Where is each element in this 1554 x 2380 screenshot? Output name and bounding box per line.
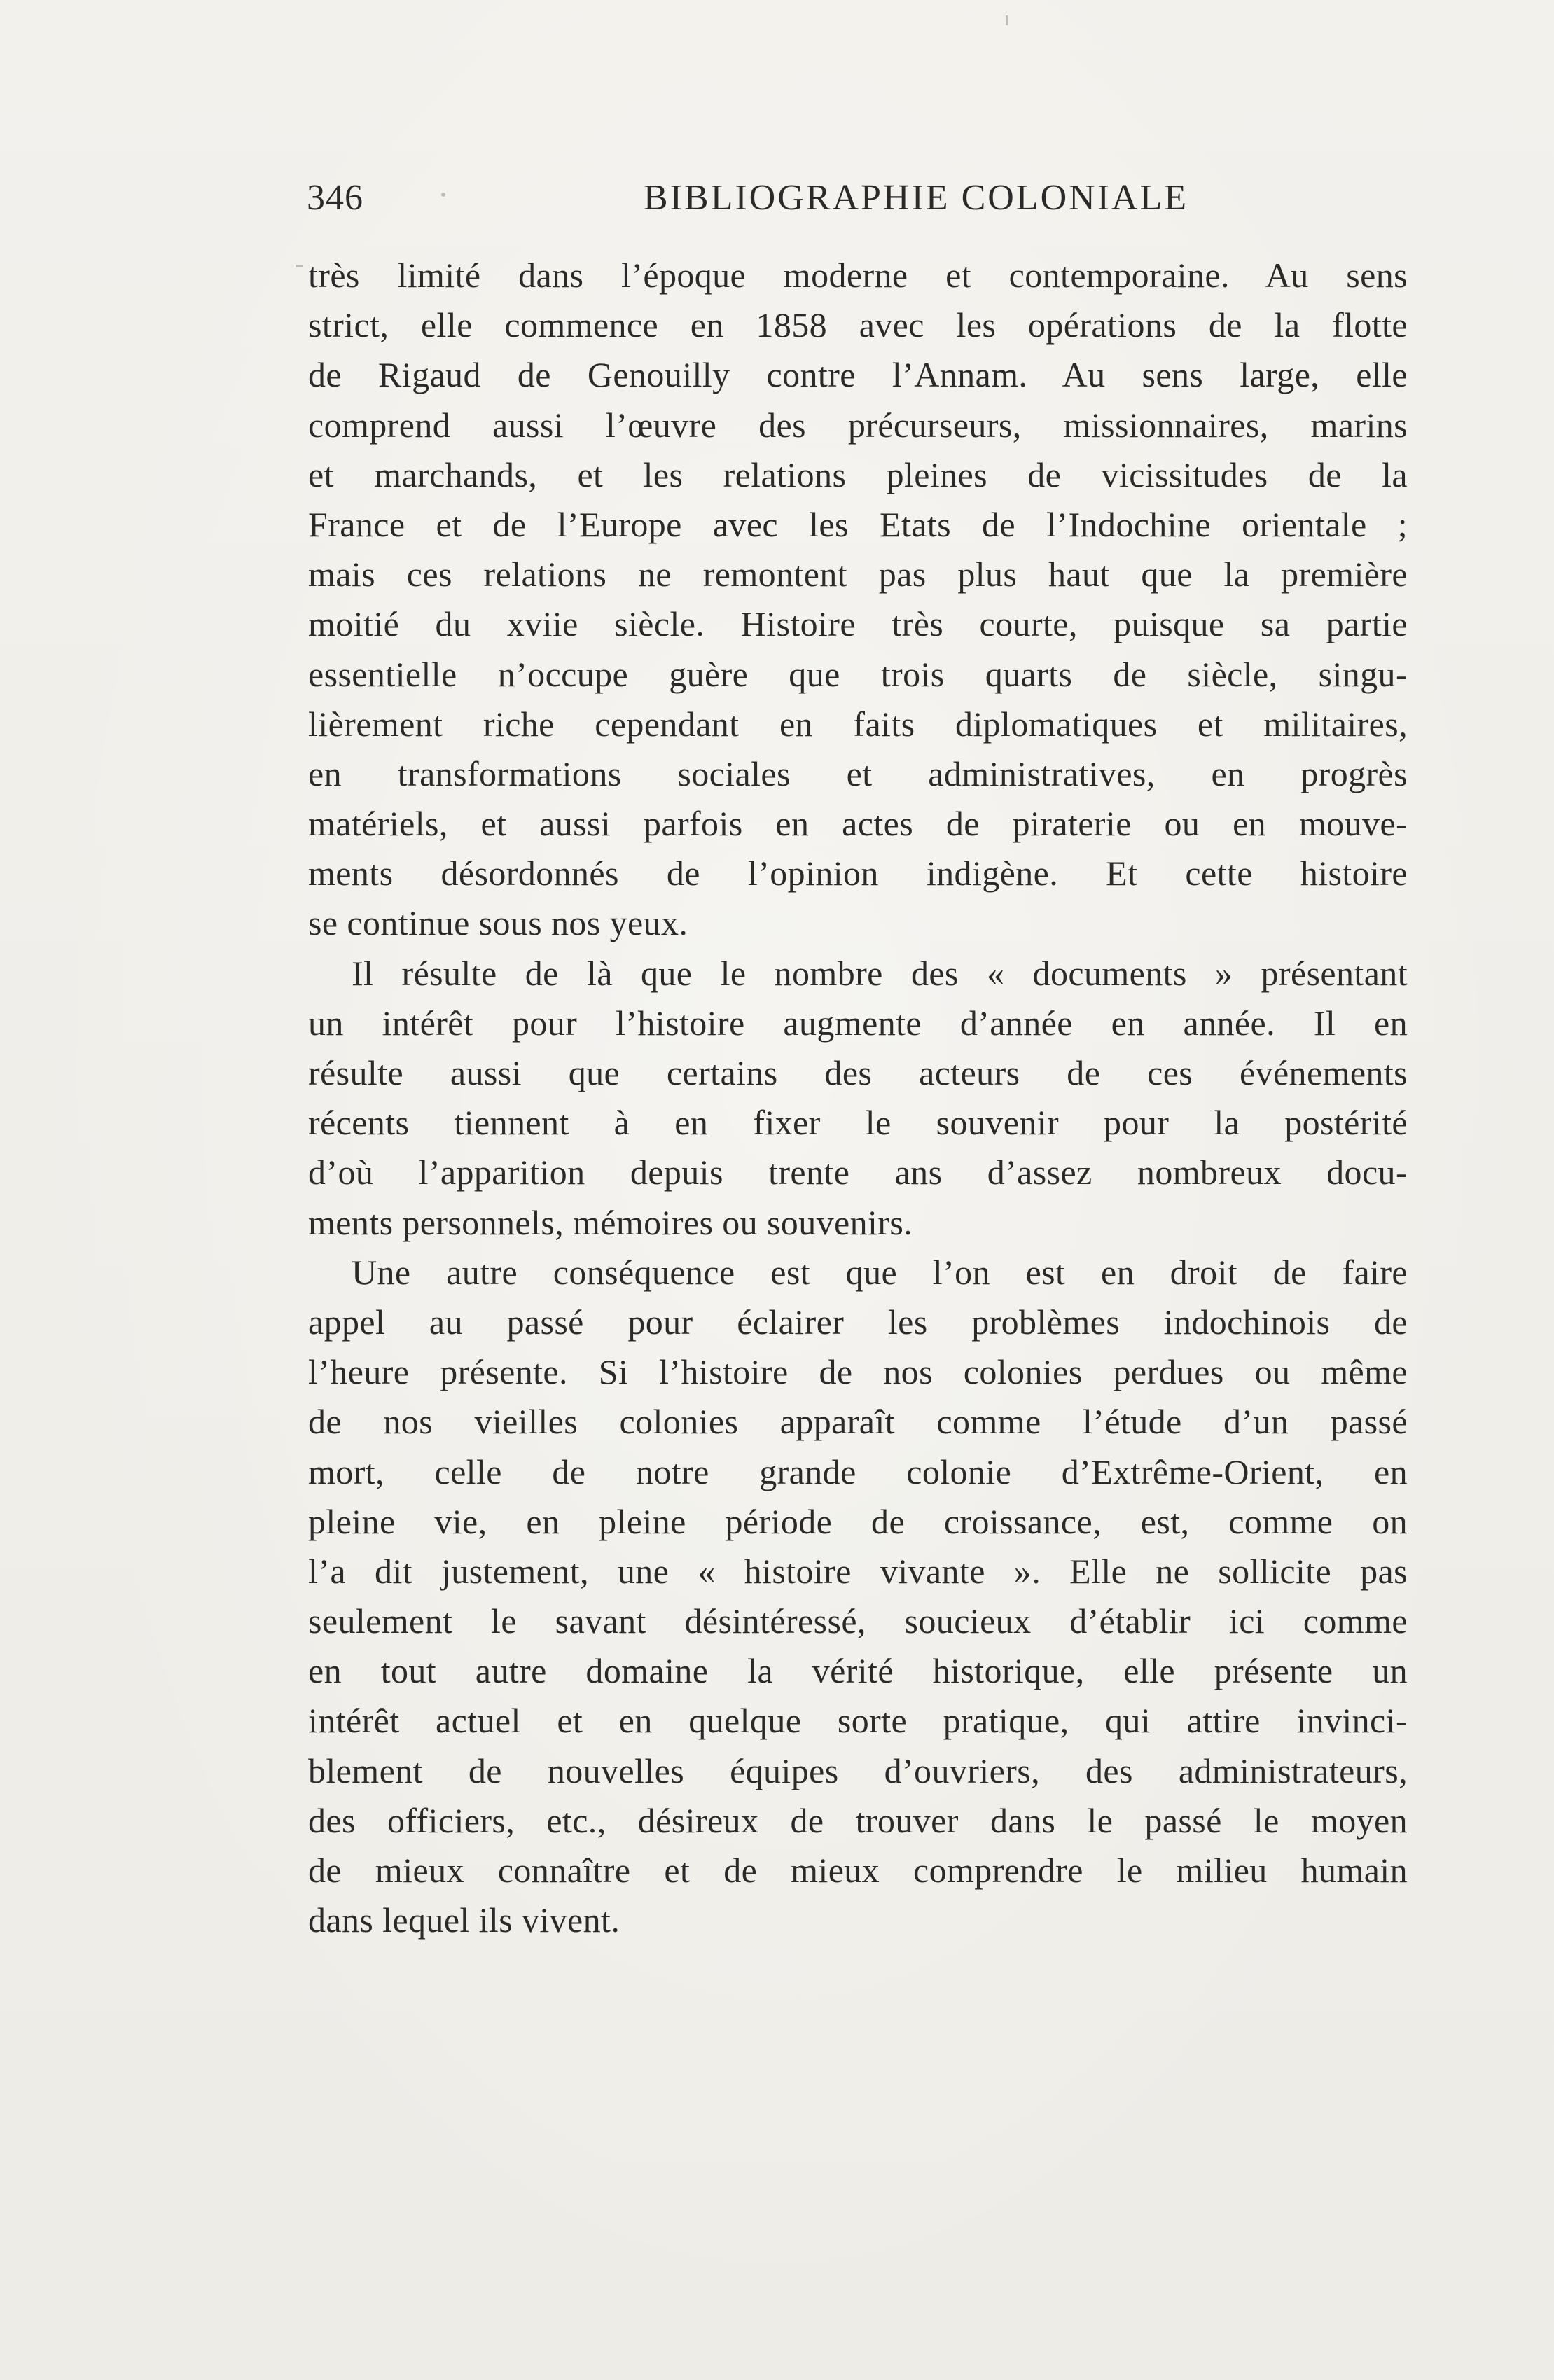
text-line: très limité dans l’époque moderne et contemporaine. Au sens [308, 256, 1408, 295]
text-line: de Rigaud de Genouilly contre l’Annam. Au sens large, elle [308, 355, 1408, 395]
page-number: 346 [307, 178, 363, 218]
body-text [308, 251, 1408, 1945]
print-speck [1006, 15, 1008, 25]
text-line: moitié du xviie siècle. Histoire très courte, puisque sa partie [308, 604, 1408, 644]
running-title: BIBLIOGRAPHIE COLONIALE [643, 178, 1189, 218]
text-line: mort, celle de notre grande colonie d’Extrême-Orient, en [308, 1452, 1408, 1491]
text-line: de mieux connaître et de mieux comprendre le milieu humain [308, 1851, 1408, 1890]
print-speck [296, 265, 303, 267]
text-line: seulement le savant désintéressé, soucieux d’établir ici comme [308, 1601, 1408, 1641]
text-line: mais ces relations ne remontent pas plus haut que la première [308, 555, 1408, 594]
text-line: et marchands, et les relations pleines de vicissitudes de la [308, 454, 1408, 494]
text-line: Une autre conséquence est que l’on est en droit de faire [352, 1252, 1408, 1292]
text-line: un intérêt pour l’histoire augmente d’année en année. Il en [308, 1003, 1408, 1043]
text-line: matériels, et aussi parfois en actes de piraterie ou en mouve- [308, 804, 1408, 844]
text-line: appel au passé pour éclairer les problèmes indochinois de [308, 1302, 1408, 1342]
text-line: lièrement riche cependant en faits diplomatiques et militaires, [308, 704, 1408, 744]
text-line: comprend aussi l’œuvre des précurseurs, missionnaires, marins [308, 405, 1408, 445]
print-speck [441, 193, 445, 197]
text-line: récents tiennent à en fixer le souvenir pour la postérité [308, 1103, 1408, 1143]
running-head [307, 174, 1408, 223]
text-line: en transformations sociales et administratives, en progrès [308, 753, 1408, 793]
text-line: Il résulte de là que le nombre des « documents » présentant [352, 953, 1408, 993]
text-line: blement de nouvelles équipes d’ouvriers, des administrateurs, [308, 1751, 1408, 1790]
text-line: ments désordonnés de l’opinion indigène. Et cette histoire [308, 854, 1408, 893]
text-line: essentielle n’occupe guère que trois quarts de siècle, singu- [308, 654, 1408, 694]
text-line: ments personnels, mémoires ou souvenirs. [308, 1202, 913, 1242]
text-line: l’heure présente. Si l’histoire de nos colonies perdues ou même [308, 1352, 1408, 1392]
text-line: dans lequel ils vivent. [308, 1900, 620, 1940]
text-line: strict, elle commence en 1858 avec les opérations de la flotte [308, 305, 1408, 345]
text-line: France et de l’Europe avec les Etats de l’Indochine orientale ; [308, 504, 1408, 544]
text-line: des officiers, etc., désireux de trouver dans le passé le moyen [308, 1800, 1408, 1840]
text-line: pleine vie, en pleine période de croissance, est, comme on [308, 1501, 1408, 1541]
text-line: l’a dit justement, une « histoire vivante ». Elle ne sollicite pas [308, 1551, 1408, 1591]
text-line: se continue sous nos yeux. [308, 903, 688, 943]
text-line: résulte aussi que certains des acteurs de ces événements [308, 1053, 1408, 1092]
text-line: d’où l’apparition depuis trente ans d’assez nombreux docu- [308, 1153, 1408, 1192]
text-line: de nos vieilles colonies apparaît comme l’étude d’un passé [308, 1402, 1408, 1442]
text-line: intérêt actuel et en quelque sorte pratique, qui attire invinci- [308, 1701, 1408, 1741]
text-line: en tout autre domaine la vérité historique, elle présente un [308, 1651, 1408, 1691]
